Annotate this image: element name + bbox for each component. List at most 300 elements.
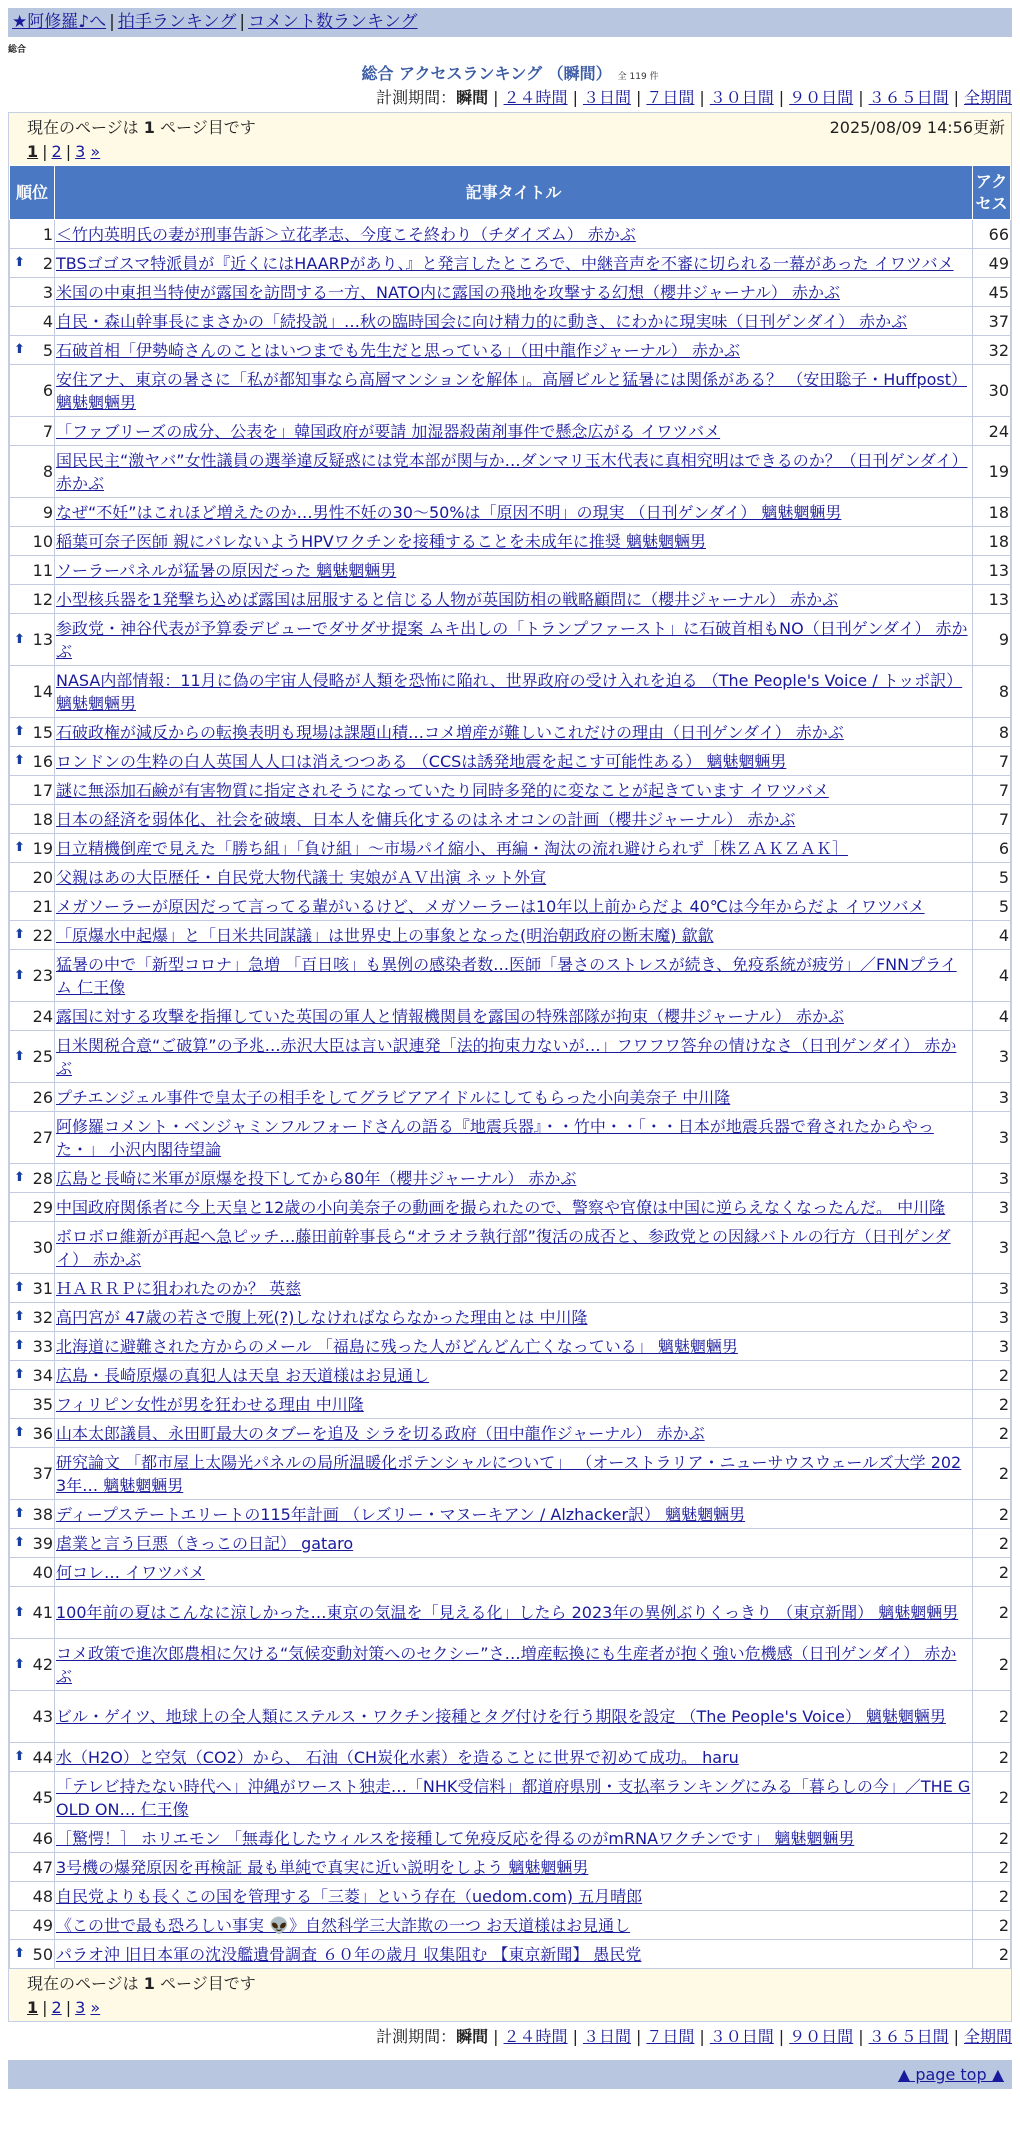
table-row <box>10 446 1011 498</box>
table-row <box>10 1361 1011 1390</box>
rank-number: 33 <box>32 1336 53 1356</box>
access-count: 2 <box>973 1529 1011 1558</box>
header-title: 記事タイトル <box>55 166 973 220</box>
rank-cell <box>10 1911 55 1940</box>
title-cell <box>55 278 973 307</box>
period-link[interactable]: 全期間 <box>963 88 1012 107</box>
title-cell <box>55 1743 973 1772</box>
title-cell <box>55 1332 973 1361</box>
rank-number: 24 <box>32 1006 53 1026</box>
period-selector-bottom <box>0 2026 1020 2048</box>
rank-number: 28 <box>32 1168 53 1188</box>
rank-cell <box>10 747 55 776</box>
title-cell <box>55 1303 973 1332</box>
header-access: アクセス <box>973 166 1011 220</box>
table-row <box>10 1824 1011 1853</box>
title-cell <box>55 365 973 417</box>
clap-ranking-link[interactable]: 拍手ランキング <box>117 12 237 32</box>
access-count: 3 <box>973 1332 1011 1361</box>
article-link[interactable]: 石破首相「伊勢崎さんのことはいつまでも先生だと思っている」（田中龍作ジャーナル） 赤かぶ <box>56 340 740 360</box>
table-row <box>10 1448 1011 1500</box>
table-row <box>10 950 1011 1002</box>
pager-link[interactable]: 3 <box>75 1998 86 2017</box>
title-cell <box>55 1083 973 1112</box>
table-row <box>10 1274 1011 1303</box>
rank-number: 23 <box>32 966 53 985</box>
table-row <box>10 556 1011 585</box>
access-count: 30 <box>973 365 1011 417</box>
rank-number: 11 <box>32 560 53 580</box>
article-link[interactable]: ソーラーパネルが猛暑の原因だった 魑魅魍魎男 <box>56 560 397 580</box>
title-cell <box>55 446 973 498</box>
rank-number: 44 <box>32 1747 53 1767</box>
article-link[interactable]: 水（H2O）と空気（CO2）から、 石油（CH炭化水素）を造ることに世界で初めて成功。 haru <box>56 1747 739 1767</box>
arrow-up-icon: ⬆ <box>14 255 25 270</box>
period-link[interactable]: ２４時間 <box>503 88 568 107</box>
title-cell <box>55 1031 973 1083</box>
period-label: 計測期間： <box>376 88 457 107</box>
access-count: 3 <box>973 1193 1011 1222</box>
pager-separator: | <box>65 1998 72 2017</box>
article-link[interactable]: コメ政策で進次郎農相に欠ける“気候変動対策へのセクシー”さ…増産転換にも生産者が抱く強い危機感（日刊ゲンダイ） 赤かぶ <box>56 1643 957 1686</box>
table-row <box>10 220 1011 249</box>
article-link[interactable]: ボロボロ維新が再起へ急ピッチ…藤田前幹事長ら“オラオラ執行部”復活の成否と、参政党との因縁バトルの行方（日刊ゲンダイ） 赤かぶ <box>56 1226 951 1269</box>
rank-number: 31 <box>32 1278 53 1298</box>
rank-cell <box>10 1853 55 1882</box>
table-row <box>10 365 1011 417</box>
table-row <box>10 1303 1011 1332</box>
table-row <box>10 1743 1011 1772</box>
arrow-up-icon: ⬆ <box>14 724 25 739</box>
rank-cell <box>10 1361 55 1390</box>
table-row <box>10 1222 1011 1274</box>
title-cell <box>55 1361 973 1390</box>
pager-link[interactable]: » <box>90 1998 101 2017</box>
article-link[interactable]: 山本太郎議員、永田町最大のタブーを追及 シラを切る政府（田中龍作ジャーナル） 赤かぶ <box>56 1423 705 1443</box>
pager-link[interactable]: 2 <box>51 1998 62 2017</box>
rank-cell <box>10 921 55 950</box>
rank-cell <box>10 1940 55 1969</box>
rank-number: 12 <box>32 589 53 609</box>
page-status <box>27 1972 1005 1996</box>
title-cell <box>55 1911 973 1940</box>
period-link[interactable]: ３日間 <box>582 2027 631 2046</box>
comment-ranking-link[interactable]: コメント数ランキング <box>248 12 418 32</box>
rank-cell <box>10 498 55 527</box>
access-count: 3 <box>973 1083 1011 1112</box>
rank-number: 25 <box>32 1047 53 1066</box>
arrow-up-icon: ⬆ <box>14 1280 25 1295</box>
article-link[interactable]: 露国に対する攻撃を指揮していた英国の軍人と情報機関員を露国の特殊部隊が拘束（櫻井ジャーナル） 赤かぶ <box>56 1006 844 1026</box>
article-link[interactable]: 何コレ… イワツバメ <box>56 1562 205 1582</box>
rank-cell <box>10 1743 55 1772</box>
rank-number: 17 <box>32 780 53 800</box>
rank-cell <box>10 417 55 446</box>
article-link[interactable]: 阿修羅コメント・ベンジャミンフルフォードさんの語る『地震兵器』・・竹中・・「・・日本が地震兵器で脅されたからやった・」 小沢内閣待望論 <box>56 1116 934 1159</box>
title-cell <box>55 1448 973 1500</box>
access-count: 3 <box>973 1164 1011 1193</box>
rank-cell <box>10 249 55 278</box>
table-row <box>10 1083 1011 1112</box>
updated-timestamp: 2025/08/09 14:56更新 <box>829 118 1005 137</box>
access-count: 5 <box>973 863 1011 892</box>
article-link[interactable]: ＜竹内英明氏の妻が刑事告訴＞立花孝志、今度こそ終わり（チダイズム） 赤かぶ <box>56 224 636 244</box>
access-count: 7 <box>973 776 1011 805</box>
pager-link[interactable]: 3 <box>75 142 86 161</box>
page-status-number: 1 <box>143 118 155 137</box>
access-count: 2 <box>973 1743 1011 1772</box>
article-link[interactable]: 国民民主“激ヤバ”女性議員の選挙違反疑惑には党本部が関与か…ダンマリ玉木代表に真相究明はできるのか？（日刊ゲンダイ） 赤かぶ <box>56 450 968 493</box>
table-row <box>10 417 1011 446</box>
table-row <box>10 1164 1011 1193</box>
arrow-up-icon: ⬆ <box>14 342 25 357</box>
access-count: 2 <box>973 1558 1011 1587</box>
title-cell <box>55 220 973 249</box>
access-count: 24 <box>973 417 1011 446</box>
total-count: 全 119 件 <box>617 72 659 82</box>
access-count: 2 <box>973 1691 1011 1743</box>
rank-cell <box>10 1332 55 1361</box>
article-link[interactable]: 小型核兵器を1発撃ち込めば露国は屈服すると信じる人物が英国防相の戦略顧問に（櫻井ジャーナル） 赤かぶ <box>56 589 839 609</box>
access-count: 2 <box>973 1824 1011 1853</box>
title-cell <box>55 585 973 614</box>
rank-number: 5 <box>42 340 53 360</box>
access-count: 9 <box>973 614 1011 666</box>
table-row <box>10 718 1011 747</box>
title-cell <box>55 1639 973 1691</box>
pager-link[interactable]: 2 <box>51 142 62 161</box>
table-row <box>10 776 1011 805</box>
article-link[interactable]: 石破政権が減反からの転換表明も現場は課題山積…コメ増産が難しいこれだけの理由（日刊ゲンダイ） 赤かぶ <box>56 722 844 742</box>
rank-cell <box>10 1164 55 1193</box>
article-link[interactable]: 「ファブリーズの成分、公表を」韓国政府が要請 加湿器殺菌剤事件で懸念広がる イワツバメ <box>56 421 721 441</box>
article-link[interactable]: プチエンジェル事件で皇太子の相手をしてグラビアアイドルにしてもらった小向美奈子 中川隆 <box>56 1087 731 1107</box>
article-link[interactable]: 100年前の夏はこんなに涼しかった…東京の気温を「見える化」したら 2023年の異例ぶりくっきり （東京新聞） 魑魅魍魎男 <box>56 1603 959 1622</box>
rank-cell <box>10 718 55 747</box>
access-count: 4 <box>973 950 1011 1002</box>
title-cell <box>55 718 973 747</box>
rank-cell <box>10 307 55 336</box>
period-separator: | <box>635 2027 642 2046</box>
rank-cell <box>10 336 55 365</box>
title-cell <box>55 950 973 1002</box>
article-link[interactable]: ロンドンの生粋の白人英国人人口は消えつつある （CCSは誘発地震を起こす可能性ある） 魑魅魍魎男 <box>56 751 787 771</box>
period-current: 瞬間 <box>456 2027 489 2046</box>
access-count: 37 <box>973 307 1011 336</box>
rank-cell <box>10 1274 55 1303</box>
arrow-up-icon: ⬆ <box>14 1656 25 1672</box>
article-link[interactable]: 中国政府関係者に今上天皇と12歳の小向美奈子の動画を撮られたので、警察や官僚は中国に逆らえなくなったんだ。 中川隆 <box>56 1197 946 1217</box>
header-rank: 順位 <box>10 166 55 220</box>
rank-number: 34 <box>32 1365 53 1385</box>
page-top-link[interactable]: ▲ page top ▲ <box>897 2065 1004 2084</box>
period-separator: | <box>493 88 499 107</box>
ranking-container <box>8 112 1012 2022</box>
rank-number: 1 <box>42 224 53 244</box>
access-count: 8 <box>973 666 1011 718</box>
arrow-up-icon: ⬆ <box>14 927 25 942</box>
period-link[interactable]: ９０日間 <box>789 2027 854 2046</box>
rank-number: 37 <box>32 1464 53 1483</box>
table-row <box>10 805 1011 834</box>
pager-top <box>27 140 1005 164</box>
access-count: 2 <box>973 1882 1011 1911</box>
rank-cell <box>10 1448 55 1500</box>
rank-cell <box>10 776 55 805</box>
access-count: 2 <box>973 1361 1011 1390</box>
table-row <box>10 1500 1011 1529</box>
period-selector-top <box>0 87 1020 109</box>
rank-cell <box>10 1772 55 1824</box>
title-cell <box>55 1002 973 1031</box>
article-link[interactable]: 米国の中東担当特使が露国を訪問する一方、NATO内に露国の飛地を攻撃する幻想（櫻井ジャーナル） 赤かぶ <box>56 282 841 302</box>
rank-number: 43 <box>32 1707 53 1726</box>
access-count: 3 <box>973 1303 1011 1332</box>
access-count: 3 <box>973 1112 1011 1164</box>
title-cell <box>55 1529 973 1558</box>
rank-number: 20 <box>32 867 53 887</box>
title-cell <box>55 1587 973 1639</box>
page-status-prefix: 現在のページは <box>27 1974 139 1993</box>
title-cell <box>55 863 973 892</box>
access-count: 5 <box>973 892 1011 921</box>
title-cell <box>55 1824 973 1853</box>
rank-cell <box>10 278 55 307</box>
rank-number: 47 <box>32 1857 53 1877</box>
rank-cell <box>10 1419 55 1448</box>
ranking-table <box>9 165 1011 1969</box>
title-cell <box>55 892 973 921</box>
access-count: 3 <box>973 1031 1011 1083</box>
rank-number: 18 <box>32 809 53 829</box>
rank-number: 4 <box>42 311 53 331</box>
rank-cell <box>10 1500 55 1529</box>
rank-number: 32 <box>32 1307 53 1327</box>
arrow-up-icon: ⬆ <box>14 1604 25 1620</box>
page-info-bottom <box>9 1969 1011 2021</box>
pager-current-page: 1 <box>27 142 39 161</box>
table-row <box>10 1390 1011 1419</box>
rank-cell <box>10 1691 55 1743</box>
title-cell <box>55 336 973 365</box>
period-link[interactable]: 全期間 <box>963 2027 1012 2046</box>
rank-number: 16 <box>32 751 53 771</box>
article-link[interactable]: 日本の経済を弱体化、社会を破壊、日本人を傭兵化するのはネオコンの計画（櫻井ジャーナル） 赤かぶ <box>56 809 796 829</box>
access-count: 13 <box>973 556 1011 585</box>
period-link[interactable]: ２４時間 <box>503 2027 568 2046</box>
article-link[interactable]: メガソーラーが原因だって言ってる輩がいるけど、メガソーラーは10年以上前からだよ 40℃は今年からだよ イワツバメ <box>56 896 925 916</box>
access-count: 19 <box>973 446 1011 498</box>
rank-cell <box>10 446 55 498</box>
rank-number: 36 <box>32 1423 53 1443</box>
access-count: 2 <box>973 1911 1011 1940</box>
title-cell <box>55 666 973 718</box>
article-link[interactable]: 北海道に避難された方からのメール 「福島に残った人がどんどん亡くなっている」 魑魅魍魎男 <box>56 1336 738 1356</box>
ranking-table-body <box>10 220 1011 1969</box>
rank-number: 39 <box>32 1533 53 1553</box>
article-link[interactable]: 父親はあの大臣歴任・自民党大物代議士 実娘がＡＶ出演 ネット外宣 <box>56 867 547 887</box>
article-link[interactable]: TBSゴゴスマ特派員が『近くにはHAARPがあり、』と発言したところで、中継音声を不審に切られる一幕があった イワツバメ <box>56 253 954 273</box>
period-link[interactable]: ７日間 <box>646 2027 695 2046</box>
article-link[interactable]: 広島と長崎に米軍が原爆を投下してから80年（櫻井ジャーナル） 赤かぶ <box>56 1168 577 1188</box>
access-count: 2 <box>973 1500 1011 1529</box>
period-link[interactable]: ３日間 <box>582 88 631 107</box>
access-count: 2 <box>973 1639 1011 1691</box>
table-row <box>10 1193 1011 1222</box>
article-link[interactable]: 《この世で最も恐ろしい事実 👽》自然科学三大詐欺の一つ お天道様はお見通し <box>56 1915 631 1935</box>
article-link[interactable]: ディープステートエリートの115年計画 （レズリー・マヌーキアン / Alzhacker訳） 魑魅魍魎男 <box>56 1504 746 1524</box>
rank-cell <box>10 614 55 666</box>
access-count: 32 <box>973 336 1011 365</box>
article-link[interactable]: 猛暑の中で「新型コロナ」急増 「百日咳」も異例の感染者数…医師「暑さのストレスが続き、免疫系統が疲労」／FNNプライム 仁王像 <box>56 954 957 997</box>
table-row <box>10 1940 1011 1969</box>
article-link[interactable]: 「テレビ持たない時代へ」沖縄がワースト独走…「NHK受信料」都道府県別・支払率ランキングにみる「暮らしの今」／THE GOLD ON… 仁王像 <box>56 1776 971 1819</box>
article-link[interactable]: ＨＡＲＲＰに狙われたのか？ 英慈 <box>56 1278 302 1298</box>
table-row <box>10 585 1011 614</box>
arrow-up-icon: ⬆ <box>14 1425 25 1440</box>
access-count: 49 <box>973 249 1011 278</box>
title-cell <box>55 1940 973 1969</box>
access-count: 3 <box>973 1274 1011 1303</box>
rank-cell <box>10 666 55 718</box>
rank-cell <box>10 1558 55 1587</box>
rank-number: 42 <box>32 1655 53 1674</box>
rank-number: 13 <box>32 630 53 649</box>
title-cell <box>55 1419 973 1448</box>
rank-number: 26 <box>32 1087 53 1107</box>
table-row <box>10 1853 1011 1882</box>
table-row <box>10 1772 1011 1824</box>
home-link[interactable]: ★阿修羅♪へ <box>12 12 107 32</box>
period-separator: | <box>953 88 959 107</box>
table-row <box>10 614 1011 666</box>
table-row <box>10 307 1011 336</box>
page-status-number: 1 <box>143 1974 155 1993</box>
period-link[interactable]: ７日間 <box>646 88 695 107</box>
table-row <box>10 1639 1011 1691</box>
period-link[interactable]: ９０日間 <box>789 88 854 107</box>
article-link[interactable]: 3号機の爆発原因を再検証 最も単純で真実に近い説明をしよう 魑魅魍魎男 <box>56 1857 589 1877</box>
access-count: 13 <box>973 585 1011 614</box>
title-cell <box>55 556 973 585</box>
article-link[interactable]: 参政党・神谷代表が予算委デビューでダサダサ提案 ムキ出しの「トランプファースト」に石破首相もNO（日刊ゲンダイ） 赤かぶ <box>56 618 968 661</box>
pager-link[interactable]: » <box>90 142 101 161</box>
table-row <box>10 249 1011 278</box>
title-cell <box>55 1691 973 1743</box>
article-link[interactable]: 広島・長崎原爆の真犯人は天皇 お天道様はお見通し <box>56 1365 430 1385</box>
title-cell <box>55 527 973 556</box>
article-link[interactable]: なぜ“不妊”はこれほど増えたのか…男性不妊の30～50%は「原因不明」の現実 （日刊ゲンダイ） 魑魅魍魎男 <box>56 502 842 522</box>
access-count: 6 <box>973 834 1011 863</box>
access-count: 2 <box>973 1772 1011 1824</box>
rank-cell <box>10 805 55 834</box>
article-link[interactable]: 虐業と言う巨悪（きっこの日記） gataro <box>56 1533 354 1553</box>
period-separator: | <box>699 2027 705 2046</box>
article-link[interactable]: 「原爆水中起爆」と「日米共同謀議」は世界史上の事象となった(明治朝政府の断末魔) 歙歙 <box>56 925 714 945</box>
table-header-row <box>10 166 1011 220</box>
rank-number: 3 <box>42 282 53 302</box>
article-link[interactable]: ［驚愕！］ ホリエモン 「無毒化したウィルスを接種して免疫反応を得るのがmRNAワクチンです」 魑魅魍魎男 <box>56 1828 855 1848</box>
arrow-up-icon: ⬆ <box>14 753 25 768</box>
title-cell <box>55 1222 973 1274</box>
article-link[interactable]: ビル・ゲイツ、地球上の全人類にステルス・ワクチン接種とタグ付けを行う期限を設定 （The People's Voice） 魑魅魍魎男 <box>56 1707 946 1726</box>
rank-cell <box>10 863 55 892</box>
period-separator: | <box>572 2027 578 2046</box>
rank-number: 40 <box>32 1562 53 1582</box>
table-row <box>10 1332 1011 1361</box>
access-count: 2 <box>973 1940 1011 1969</box>
article-link[interactable]: 稲葉可奈子医師 親にバレないようHPVワクチンを接種することを未成年に推奨 魑魅魍魎男 <box>56 531 706 551</box>
pager-bottom <box>27 1996 1005 2020</box>
title-cell <box>55 776 973 805</box>
rank-number: 8 <box>42 462 53 481</box>
period-link[interactable]: ３０日間 <box>709 2027 774 2046</box>
rank-cell <box>10 1303 55 1332</box>
access-count: 2 <box>973 1587 1011 1639</box>
rank-cell <box>10 1882 55 1911</box>
access-count: 18 <box>973 527 1011 556</box>
rank-number: 46 <box>32 1828 53 1848</box>
article-link[interactable]: パラオ沖 旧日本軍の沈没艦遺骨調査 ６０年の歳月 収集阻む 【東京新聞】 愚民党 <box>56 1944 642 1964</box>
rank-cell <box>10 1390 55 1419</box>
rank-number: 27 <box>32 1128 53 1147</box>
table-row <box>10 1587 1011 1639</box>
arrow-up-icon: ⬆ <box>14 1535 25 1550</box>
access-count: 7 <box>973 747 1011 776</box>
article-link[interactable]: フィリピン女性が男を狂わせる理由 中川隆 <box>56 1394 364 1414</box>
title-cell <box>55 1882 973 1911</box>
period-label: 計測期間： <box>376 2027 457 2046</box>
title-cell <box>55 498 973 527</box>
article-link[interactable]: 日立精機倒産で見えた「勝ち組」「負け組」～市場パイ縮小、再編・淘汰の流れ避けられず［株ＺＡＫＺＡＫ］ <box>56 838 849 858</box>
article-link[interactable]: NASA内部情報：11月に偽の宇宙人侵略が人類を恐怖に陥れ、世界政府の受け入れを迫る （The People's Voice / トッポ訳） 魑魅魍魎男 <box>56 670 963 713</box>
period-link[interactable]: ３６５日間 <box>868 88 949 107</box>
article-link[interactable]: 研究論文 「都市屋上太陽光パネルの局所温暖化ポテンシャルについて」 （オーストラリア・ニューサウスウェールズ大学 2023年… 魑魅魍魎男 <box>56 1452 962 1495</box>
access-count: 8 <box>973 718 1011 747</box>
nav-separator: | <box>239 12 246 32</box>
rank-cell <box>10 1824 55 1853</box>
article-link[interactable]: 謎に無添加石鹸が有害物質に指定されそうになっていたり同時多発的に変なことが起きています イワツバメ <box>56 780 829 800</box>
footer-bar <box>8 2060 1012 2089</box>
title-cell <box>55 1193 973 1222</box>
title-cell <box>55 834 973 863</box>
period-link[interactable]: ３０日間 <box>709 88 774 107</box>
period-separator: | <box>778 88 785 107</box>
article-link[interactable]: 日米関税合意“ご破算”の予兆…赤沢大臣は言い訳連発「法的拘束力ないが…」フワフワ答弁の情けなさ（日刊ゲンダイ） 赤かぶ <box>56 1035 957 1078</box>
table-row <box>10 1002 1011 1031</box>
article-link[interactable]: 高円宮が 47歳の若さで腹上死(?)しなければならなかった理由とは 中川隆 <box>56 1307 588 1327</box>
title-cell <box>55 921 973 950</box>
access-count: 2 <box>973 1419 1011 1448</box>
article-link[interactable]: 自民党よりも長くこの国を管理する「三菱」という存在（uedom.com) 五月晴郎 <box>56 1886 643 1906</box>
rank-number: 2 <box>42 253 53 273</box>
rank-number: 6 <box>42 381 53 400</box>
article-link[interactable]: 自民・森山幹事長にまさかの「続投説」…秋の臨時国会に向け精力的に動き、にわかに現実味（日刊ゲンダイ） 赤かぶ <box>56 311 908 331</box>
table-row <box>10 863 1011 892</box>
ranking-title-text: 総合 アクセスランキング （瞬間） <box>361 64 612 83</box>
rank-number: 14 <box>32 682 53 701</box>
arrow-up-icon: ⬆ <box>14 967 25 983</box>
page-status-suffix: ページ目です <box>160 118 256 137</box>
period-link[interactable]: ３６５日間 <box>868 2027 949 2046</box>
rank-cell <box>10 1083 55 1112</box>
rank-cell <box>10 1639 55 1691</box>
article-link[interactable]: 安住アナ、東京の暑さに「私が都知事なら高層マンションを解体」。高層ビルと猛暑には関係がある？ （安田聡子・Huffpost） 魑魅魍魎男 <box>56 369 967 412</box>
period-separator: | <box>778 2027 785 2046</box>
title-cell <box>55 307 973 336</box>
rank-number: 45 <box>32 1788 53 1807</box>
rank-cell <box>10 950 55 1002</box>
